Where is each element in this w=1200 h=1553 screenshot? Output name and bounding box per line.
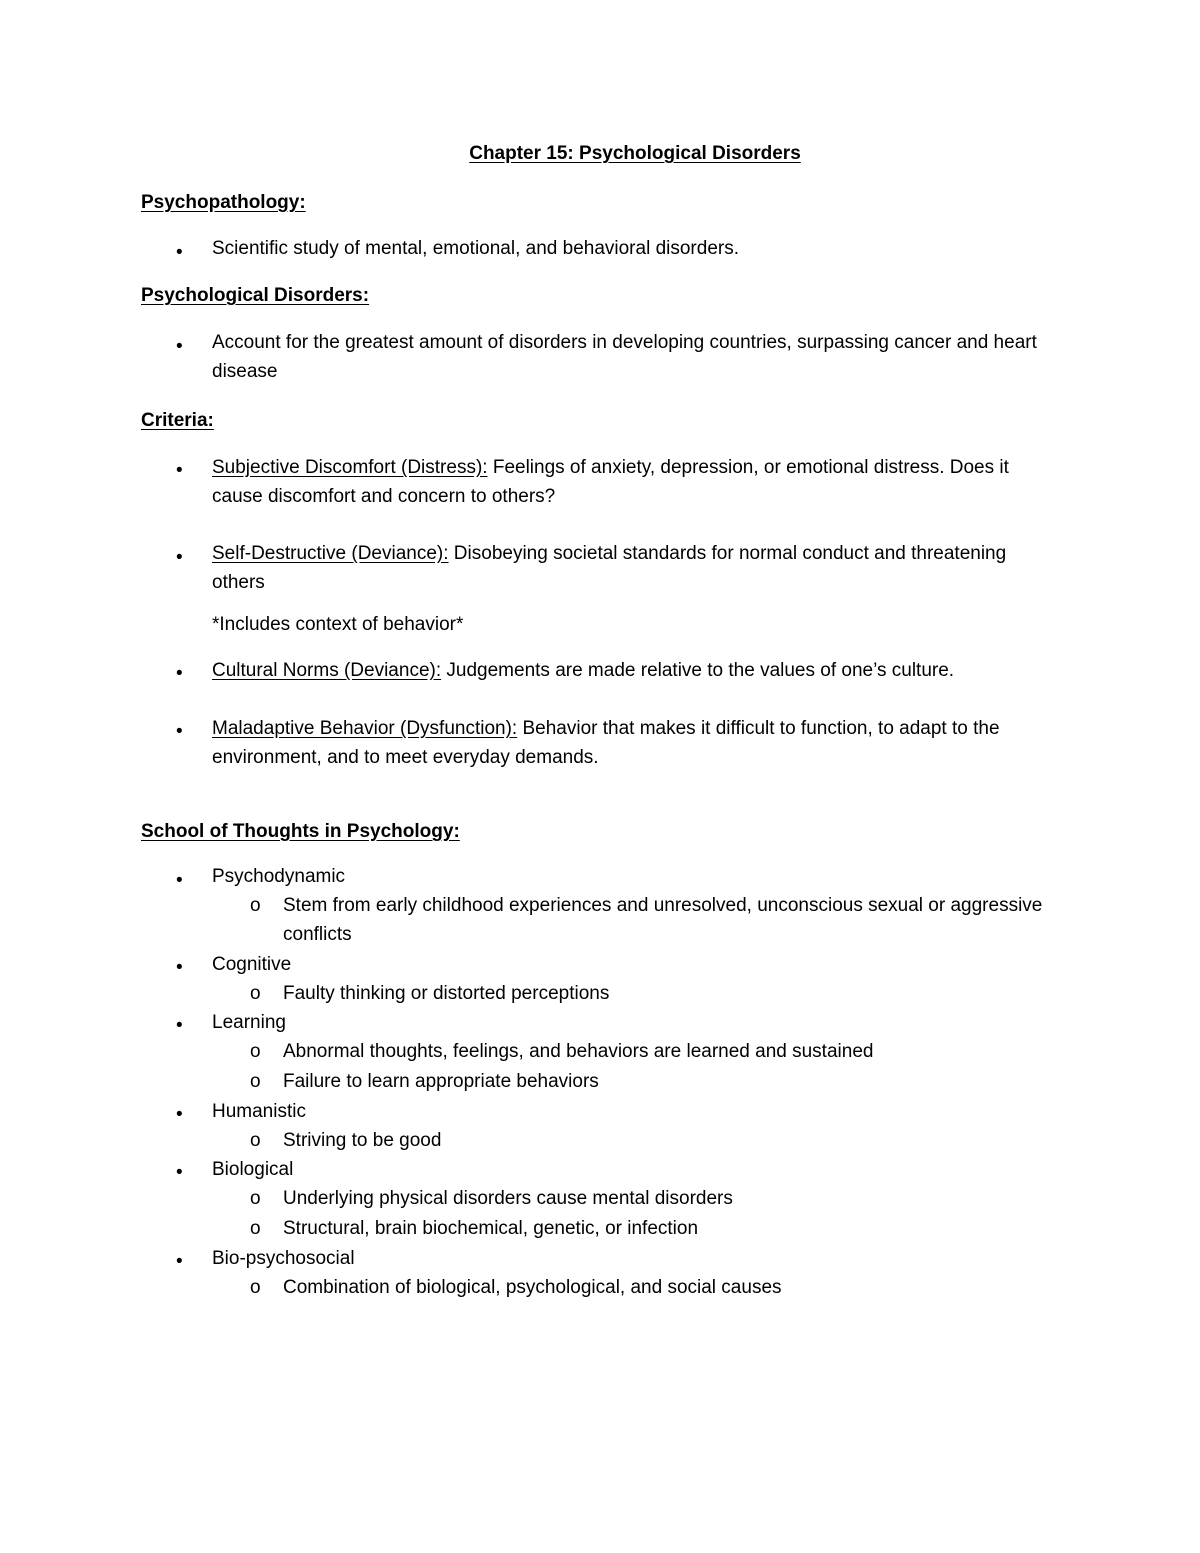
bullet-glyph: • — [176, 870, 183, 891]
section-heading-schools: School of Thoughts in Psychology: — [141, 821, 460, 842]
bullet-glyph: • — [176, 721, 183, 742]
bullet-glyph: • — [176, 242, 183, 263]
sub-list-item: Striving to be good — [283, 1130, 442, 1151]
bullet-glyph: • — [176, 547, 183, 568]
criteria-description: Feelings of anxiety, depression, or emotional distress. Does it cause discomfort and concern to others? — [212, 457, 1009, 507]
criteria-item-subjective-discomfort — [212, 453, 1062, 511]
section-heading-criteria: Criteria: — [141, 410, 214, 431]
school-item-humanistic: Humanistic — [212, 1101, 306, 1122]
page-title: Chapter 15: Psychological Disorders — [469, 143, 801, 164]
bullet-glyph: • — [176, 957, 183, 978]
sub-bullet-glyph: o — [250, 1041, 261, 1062]
sub-bullet-glyph: o — [250, 1071, 261, 1092]
school-item-biological: Biological — [212, 1159, 294, 1180]
criteria-term: Maladaptive Behavior (Dysfunction): — [212, 718, 518, 739]
bullet-glyph: • — [176, 1251, 183, 1272]
list-item: Account for the greatest amount of disorders in developing countries, surpassing cancer and heart disease — [212, 332, 1037, 382]
sub-bullet-glyph: o — [250, 895, 261, 916]
sub-list-item: Abnormal thoughts, feelings, and behaviors are learned and sustained — [283, 1041, 874, 1062]
sub-list-item: Combination of biological, psychological, and social causes — [283, 1277, 782, 1298]
school-item-learning: Learning — [212, 1012, 286, 1033]
criteria-description: Judgements are made relative to the values of one’s culture. — [441, 660, 955, 681]
sub-bullet-glyph: o — [250, 1188, 261, 1209]
sub-list-item: Faulty thinking or distorted perceptions — [283, 983, 610, 1004]
criteria-description: Disobeying societal standards for normal conduct and threatening others — [212, 543, 1007, 593]
bullet-glyph: • — [176, 1104, 183, 1125]
criteria-item-cultural-norms — [212, 656, 1062, 685]
bullet-glyph: • — [176, 663, 183, 684]
sub-bullet-glyph: o — [250, 1218, 261, 1239]
school-item-bio-psychosocial: Bio-psychosocial — [212, 1248, 355, 1269]
criteria-description: Behavior that makes it difficult to function, to adapt to the environment, and to meet everyday demands. — [212, 718, 1000, 768]
sub-list-item: Stem from early childhood experiences and unresolved, unconscious sexual or aggressive conflicts — [283, 895, 1043, 945]
criteria-term: Self-Destructive (Deviance): — [212, 543, 449, 564]
criteria-item-self-destructive — [212, 539, 1062, 597]
criteria-term: Cultural Norms (Deviance): — [212, 660, 442, 681]
sub-bullet-glyph: o — [250, 1277, 261, 1298]
criteria-note: *Includes context of behavior* — [212, 614, 464, 635]
bullet-glyph: • — [176, 1015, 183, 1036]
school-item-cognitive: Cognitive — [212, 954, 292, 975]
list-item: Scientific study of mental, emotional, and behavioral disorders. — [212, 238, 739, 259]
sub-bullet-glyph: o — [250, 1130, 261, 1151]
bullet-glyph: • — [176, 460, 183, 481]
bullet-glyph: • — [176, 336, 183, 357]
criteria-term: Subjective Discomfort (Distress): — [212, 457, 488, 478]
section-heading-psychopathology: Psychopathology: — [141, 192, 306, 213]
sub-bullet-glyph: o — [250, 983, 261, 1004]
criteria-item-maladaptive-behavior — [212, 714, 1062, 772]
sub-list-item: Structural, brain biochemical, genetic, or infection — [283, 1218, 699, 1239]
sub-list-item: Underlying physical disorders cause mental disorders — [283, 1188, 733, 1209]
sub-list-item: Failure to learn appropriate behaviors — [283, 1071, 599, 1092]
bullet-glyph: • — [176, 1162, 183, 1183]
section-heading-psychological-disorders: Psychological Disorders: — [141, 285, 370, 306]
school-item-psychodynamic: Psychodynamic — [212, 866, 346, 887]
